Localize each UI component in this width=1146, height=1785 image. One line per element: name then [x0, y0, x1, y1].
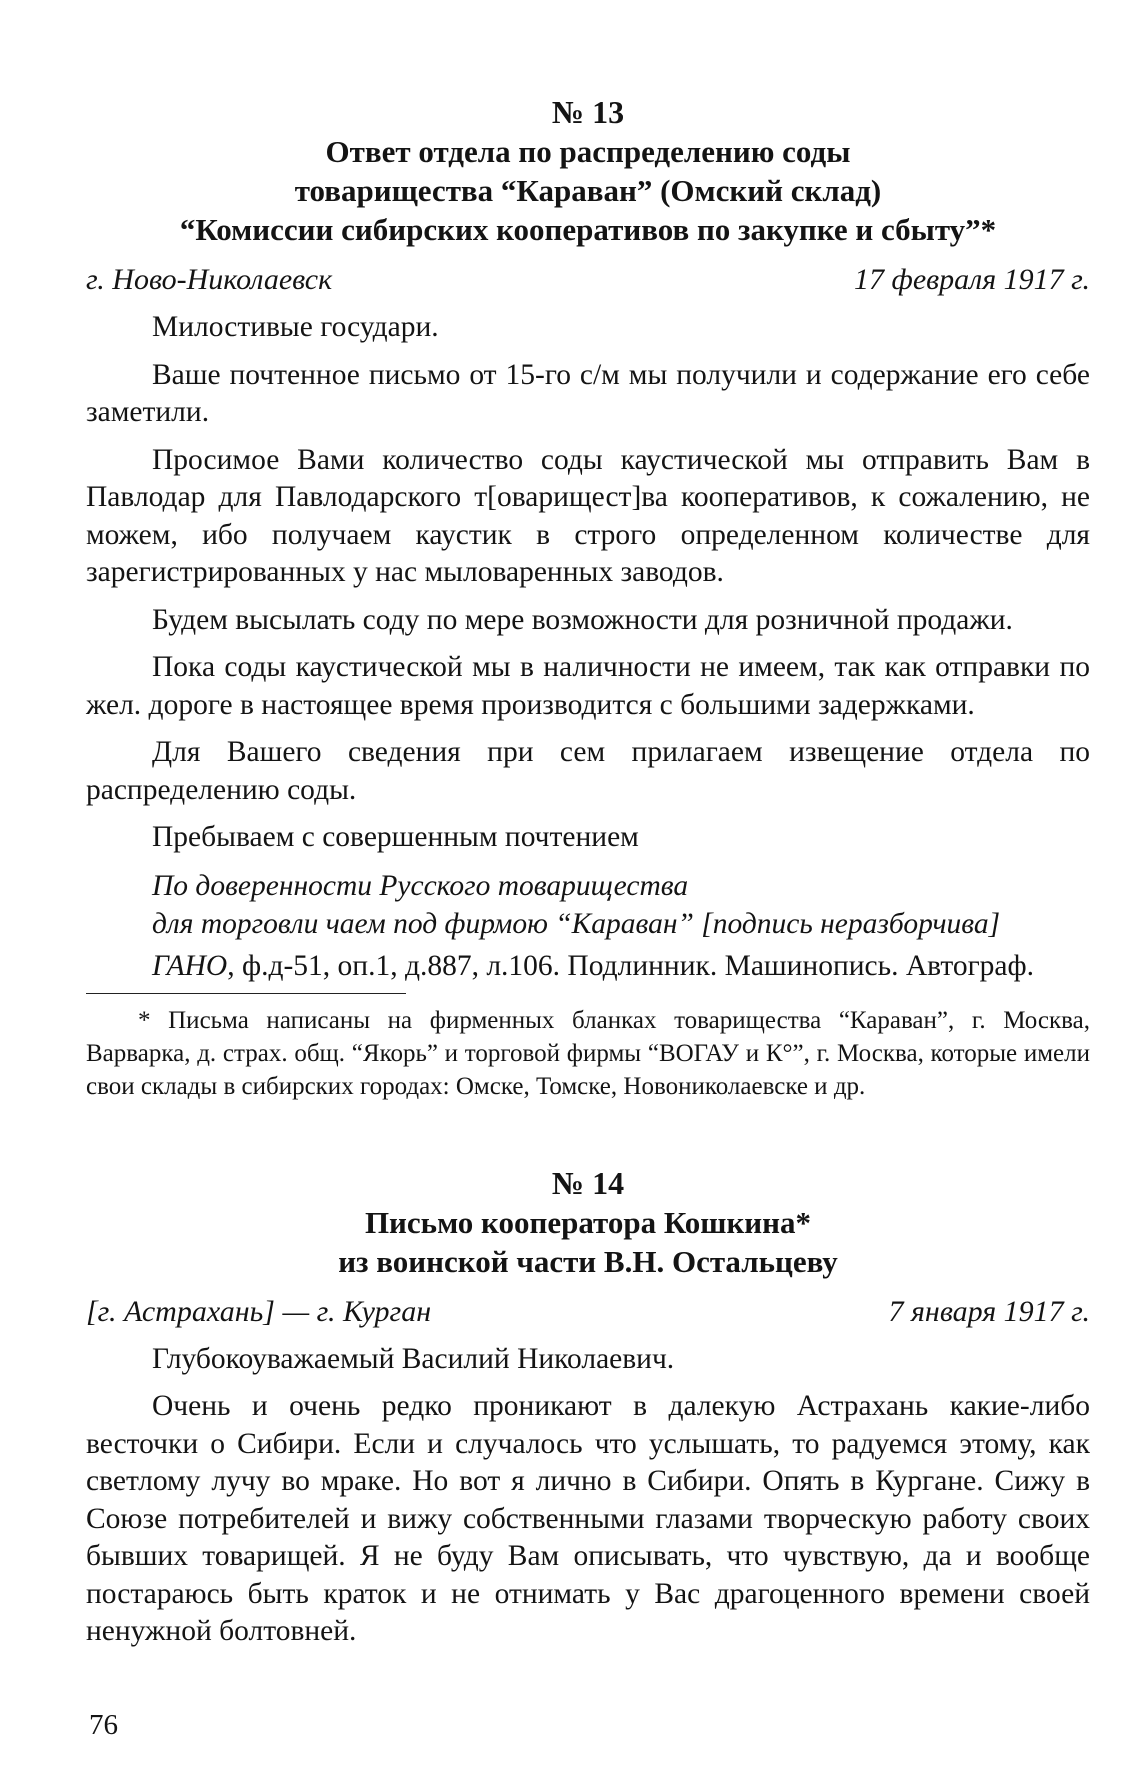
document-title-line: товарищества “Караван” (Омский склад): [294, 173, 882, 208]
document-date: 7 января 1917 г.: [888, 1294, 1090, 1328]
document-place: [г. Астрахань] — г. Курган: [86, 1294, 432, 1328]
document-number: № 13: [551, 94, 625, 130]
paragraph: Для Вашего сведения при сем прилагаем извещение отдела по распределению соды.: [86, 736, 1090, 806]
paragraph: Милостивые государи.: [152, 311, 439, 343]
document-13: [86, 92, 1090, 1103]
place-date-line: [86, 261, 1090, 299]
document-title-line: “Комиссии сибирских кооперативов по закупке и сбыту”*: [179, 212, 997, 247]
signature-line: для торговли чаем под фирмою “Караван” [подпись неразборчива]: [152, 907, 1001, 940]
paragraph: Будем высылать соду по мере возможности для розничной продажи.: [152, 603, 1013, 636]
paragraph: Глубокоуважаемый Василий Николаевич.: [152, 1342, 675, 1375]
document-date: 17 февраля 1917 г.: [854, 263, 1090, 296]
footnote: * Письма написаны на фирменных бланках товарищества “Караван”, г. Москва, Варварка, д. страх. общ. “Якорь” и торговой фирмы “ВОГАУ и К°”, г. Москва, которые имели свои склады в сибирских городах: Омске, Томске, Новониколаевске и др.: [86, 1006, 1090, 1100]
document-page: [86, 92, 1090, 1661]
footnote-divider: [86, 993, 406, 994]
section-spacer: [86, 1103, 1090, 1163]
document-number: № 14: [551, 1164, 625, 1201]
archive-name: ГАНО: [152, 949, 228, 982]
paragraph: Пока соды каустической мы в наличности не имеем, так как отправки по жел. дороге в настоящее время производится с большими задержками.: [86, 651, 1090, 721]
document-14: [86, 1163, 1090, 1651]
archive-details: , ф.д-51, оп.1, д.887, л.106. Подлинник. Машинопись. Автограф.: [227, 949, 1035, 982]
signature-line: По доверенности Русского товарищества: [152, 869, 689, 902]
document-title-line: Письмо кооператора Кошкина*: [364, 1204, 812, 1240]
paragraph: Очень и очень редко проникают в далекую Астрахань какие-либо весточки о Сибири. Если и случалось что услышать, то радуемся этому, как светлому лучу во мраке. Но вот я лично в Сибири. Опять в Кургане. Сижу в Союзе потребителей и вижу собственными глазами творческую работу своих бывших товарищей. Я не буду Вам описывать, что чувствую, да и вообще постараюсь быть краток и не отнимать у Вас драгоценного времени своей ненужной болтовней.: [86, 1390, 1090, 1647]
document-title-line: Ответ отдела по распределению соды: [325, 134, 851, 169]
paragraph: Ваше почтенное письмо от 15-го с/м мы получили и содержание его себе заметили.: [86, 358, 1090, 428]
place-date-line: [86, 1293, 1090, 1331]
document-place: г. Ново-Николаевск: [86, 263, 333, 296]
archive-reference: [86, 947, 1090, 985]
page-number: 76: [89, 1709, 118, 1741]
paragraph: Пребываем с совершенным почтением: [152, 821, 639, 853]
paragraph: Просимое Вами количество соды каустической мы отправить Вам в Павлодар для Павлодарского т[оварищест]ва кооперативов, к сожалению, не можем, ибо получаем каустик в строго определенном количестве для зарегистрированных у нас мыловаренных заводов.: [86, 443, 1090, 588]
document-title-line: из воинской части В.Н. Остальцеву: [338, 1243, 838, 1279]
